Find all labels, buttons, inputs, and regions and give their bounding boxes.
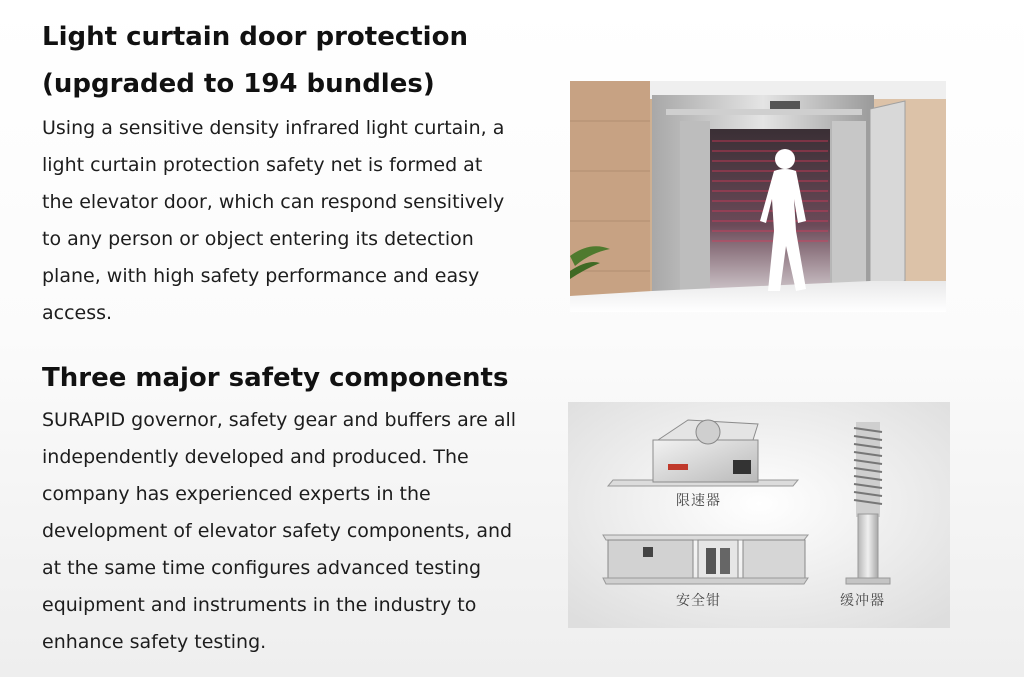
section-title-light-curtain xyxy=(42,14,468,108)
section-title-safety-components xyxy=(42,355,508,402)
title-line: (upgraded to 194 bundles) xyxy=(42,69,435,99)
text-line: development of elevator safety components, and xyxy=(42,520,513,542)
text-line: the elevator door, which can respond sensitively xyxy=(42,191,505,213)
title-line: Three major safety components xyxy=(42,363,509,393)
text-line: enhance safety testing. xyxy=(42,631,267,653)
text-line: SURAPID governor, safety gear and buffers are all xyxy=(42,409,517,431)
elevator-illustration xyxy=(570,81,946,312)
text-line: access. xyxy=(42,302,113,324)
text-line: company has experienced experts in the xyxy=(42,483,431,505)
text-line: Using a sensitive density infrared light curtain, a xyxy=(42,117,505,139)
text-line: to any person or object entering its detection xyxy=(42,228,474,250)
safety-components-description xyxy=(42,402,516,661)
governor-caption: 限速器 xyxy=(676,493,721,509)
text-line: light curtain protection safety net is formed at xyxy=(42,154,483,176)
text-line: independently developed and produced. The xyxy=(42,446,469,468)
elevator-light-curtain-photo xyxy=(570,81,946,312)
light-curtain-description xyxy=(42,110,504,332)
safety-gear-image xyxy=(603,535,808,584)
text-line: equipment and instruments in the industry to xyxy=(42,594,477,616)
safety-components-illustration xyxy=(568,402,950,628)
text-line: plane, with high safety performance and easy xyxy=(42,265,480,287)
title-line: Light curtain door protection xyxy=(42,22,468,52)
text-line: at the same time configures advanced testing xyxy=(42,557,482,579)
buffer-caption: 缓冲器 xyxy=(840,593,885,609)
safety-gear-caption: 安全钳 xyxy=(676,593,721,609)
safety-components-photo xyxy=(568,402,950,628)
